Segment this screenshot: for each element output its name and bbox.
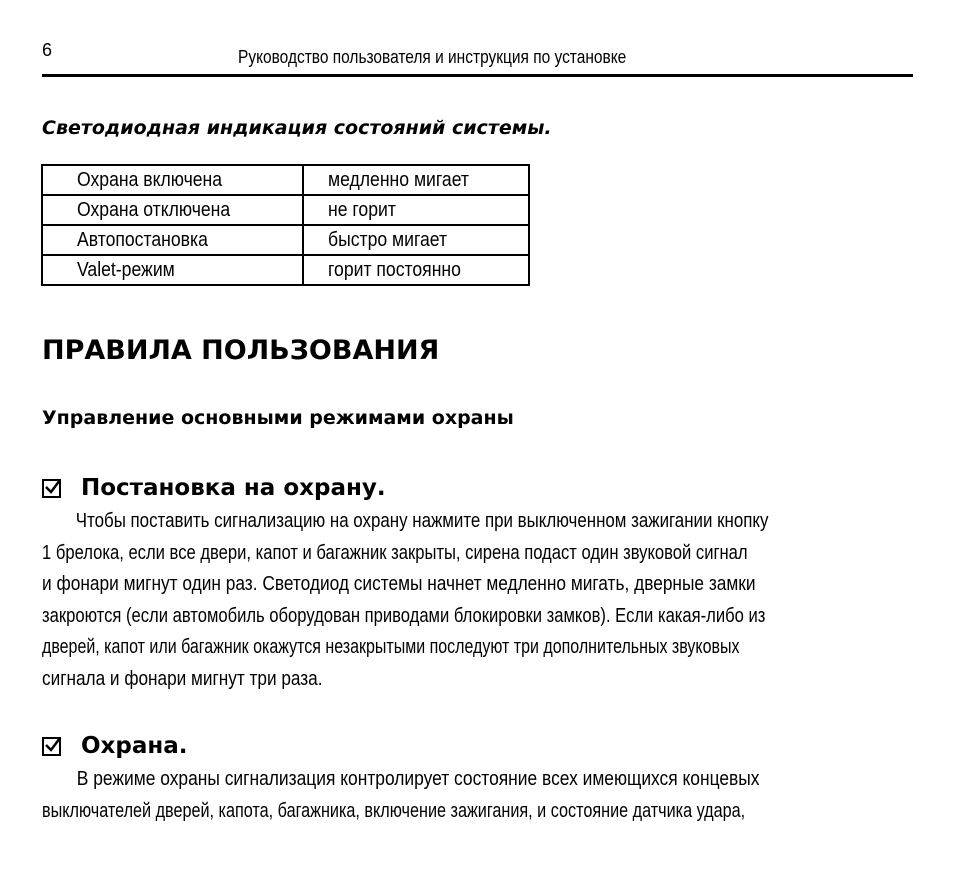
page-number: 6 <box>42 40 53 60</box>
table-cell-state: Охрана отключена <box>42 195 303 225</box>
text-line: дверей, капот или багажник окажутся незакрытыми последуют три дополнительных звуковых <box>42 636 740 658</box>
table-cell-indication: быстро мигает <box>303 225 529 255</box>
text-line: и фонари мигнут один раз. Светодиод системы начнет медленно мигать, дверные замки <box>42 573 756 595</box>
item-body <box>42 506 912 695</box>
text-line: закроются (если автомобиль оборудован приводами блокировки замков). Если какая-либо из <box>42 604 766 627</box>
table-cell-state: Valet-режим <box>42 255 303 285</box>
text-line: выключателей дверей, капота, багажника, включение зажигания, и состояние датчика удара, <box>42 799 746 822</box>
table-cell-state: Охрана включена <box>42 165 303 195</box>
table-caption: Светодиодная индикация состояний системы. <box>42 117 552 139</box>
section-title: ПРАВИЛА ПОЛЬЗОВАНИЯ <box>42 335 440 366</box>
item-heading <box>42 733 188 759</box>
table-cell-indication: не горит <box>303 195 529 225</box>
table-row <box>42 195 529 225</box>
text-line: В режиме охраны сигнализация контролирует состояние всех имеющихся концевых <box>76 768 760 790</box>
checkbox-checked-icon <box>42 479 61 498</box>
item-body <box>42 764 912 827</box>
running-head: Руководство пользователя и инструкция по установке <box>238 47 627 67</box>
item-heading <box>42 475 386 501</box>
item-heading-text: Охрана. <box>81 733 188 759</box>
table-row <box>42 225 529 255</box>
checkbox-checked-icon <box>42 737 61 756</box>
table-cell-state: Автопостановка <box>42 225 303 255</box>
item-heading-text: Постановка на охрану. <box>81 475 386 501</box>
subsection-title: Управление основными режимами охраны <box>42 407 514 429</box>
text-line: Чтобы поставить сигнализацию на охрану нажмите при выключенном зажигании кнопку <box>75 510 769 532</box>
table-cell-indication: горит постоянно <box>303 255 529 285</box>
led-indication-table <box>41 164 530 286</box>
text-line: 1 брелока, если все двери, капот и багажник закрыты, сирена подаст один звуковой сигнал <box>42 541 748 564</box>
header-rule <box>42 74 913 77</box>
text-line: сигнала и фонари мигнут три раза. <box>42 667 323 690</box>
table-row <box>42 255 529 285</box>
table-cell-indication: медленно мигает <box>303 165 529 195</box>
table-row <box>42 165 529 195</box>
